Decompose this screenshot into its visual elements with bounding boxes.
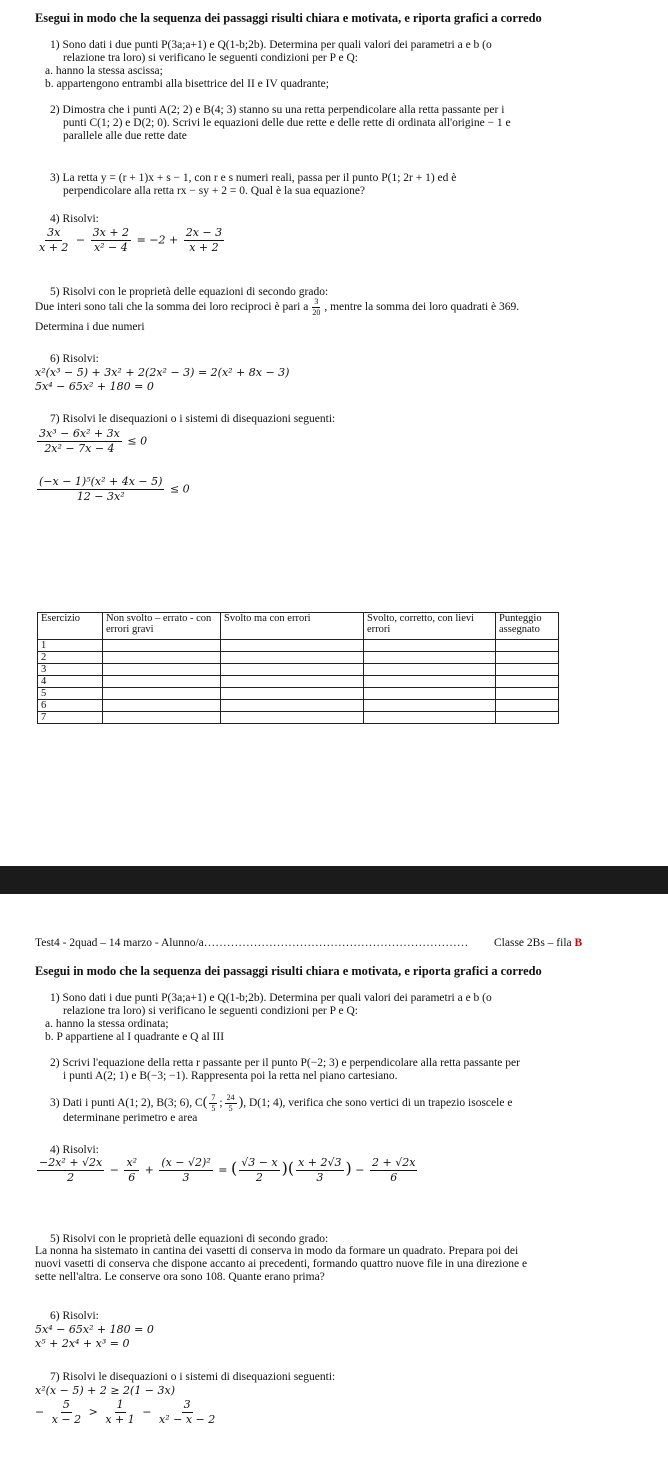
class-label <box>494 937 582 950</box>
p2-ex7-title: 7) Risolvi le disequazioni o i sistemi di disequazioni seguenti: <box>50 1371 336 1383</box>
p2-ex4-title: 4) Risolvi: <box>50 1144 99 1156</box>
score-cell <box>221 640 364 652</box>
score-cell <box>221 688 364 700</box>
operator: − <box>75 233 86 247</box>
operator: = <box>218 1163 228 1177</box>
table-row <box>38 700 559 712</box>
class-text: Classe 2Bs – fila <box>494 937 572 949</box>
text: Due interi sono tali che la somma dei loro reciproci è pari a <box>35 301 309 314</box>
fraction <box>124 1157 139 1184</box>
numerator: 2 + √2x <box>372 1156 416 1169</box>
fraction <box>37 428 122 455</box>
score-cell <box>103 712 221 724</box>
score-cell <box>364 712 496 724</box>
column-header: Svolto ma con errori <box>221 613 364 640</box>
score-table-body <box>38 640 559 724</box>
denominator: 5 <box>228 1104 233 1113</box>
p2-ex5-line2: nuovi vasetti di conserva che dispone accanto ai precedenti, formando quattro nuove file in una direzione e <box>35 1258 528 1270</box>
p1-ex7-inequality-1 <box>35 428 147 455</box>
exercise-number: 4 <box>38 676 103 688</box>
p1-ex7-title: 7) Risolvi le disequazioni o i sistemi di disequazioni seguenti: <box>50 413 336 425</box>
p2-ex3-line1: 3) Dati i punti A(1; 2), B(3; 6), C( $\frac{7}{5}$ ; $\frac{24}{5}$ ), D(1; 4), verifica che sono vertici di un trapezio isoscele e <box>50 1093 513 1113</box>
score-cell <box>496 688 559 700</box>
p2-ex7-inequality-2 <box>35 1399 219 1426</box>
p1-ex6-eq2: 5x⁴ − 65x² + 180 = 0 <box>35 380 154 393</box>
exercise-number: 3 <box>38 664 103 676</box>
table-row <box>38 652 559 664</box>
exercise-number: 1 <box>38 640 103 652</box>
denominator: 6 <box>128 1171 136 1184</box>
score-cell <box>364 700 496 712</box>
score-cell <box>221 664 364 676</box>
page1-instructions: Esegui in modo che la sequenza dei passaggi risulti chiara e motivata, e riporta grafici a corredo <box>35 11 542 25</box>
p2-ex1-line2: relazione tra loro) si verificano le seguenti condizioni per P e Q: <box>63 1005 358 1017</box>
table-row <box>38 688 559 700</box>
denominator: x − 2 <box>51 1413 82 1426</box>
denominator: 3 <box>316 1171 324 1184</box>
score-cell <box>103 640 221 652</box>
fraction <box>50 1399 83 1426</box>
score-cell <box>496 712 559 724</box>
numerator: (−x − 1)⁵(x² + 4x − 5) <box>39 475 163 488</box>
fila-badge: B <box>574 937 583 949</box>
denominator: 12 − 3x² <box>76 490 125 503</box>
score-cell <box>496 676 559 688</box>
score-cell <box>496 640 559 652</box>
score-cell <box>103 676 221 688</box>
p1-ex2-line3: parallele alle due rette date <box>63 130 187 142</box>
denominator: 20 <box>312 308 321 317</box>
score-cell <box>103 700 221 712</box>
numerator: x + 2√3 <box>298 1156 342 1169</box>
denominator: 2x² − 7x − 4 <box>44 442 115 455</box>
numerator: (x − √2)² <box>161 1156 211 1169</box>
operator: − <box>35 1405 45 1419</box>
denominator: x² − x − 2 <box>159 1413 216 1426</box>
p2-ex5-line1: La nonna ha sistemato in cantina dei vasetti di conserva in modo da formare un quadrato. Prepara poi dei <box>35 1245 519 1257</box>
p1-ex2-line2: punti C(1; 2) e D(2; 0). Scrivi le equazioni delle due rette e delle rette di ordinata all'origine − 1 e <box>63 117 511 129</box>
numerator: 5 <box>62 1398 70 1411</box>
fraction <box>209 1094 217 1113</box>
p1-ex6-eq1: x²(x³ − 5) + 3x² + 2(2x² − 3) = 2(x² + 8x − 3) <box>35 366 290 379</box>
p1-ex3-line2: perpendicolare alla retta rx − sy + 2 = 0. Qual è la sua equazione? <box>63 185 366 197</box>
denominator: x + 1 <box>105 1413 135 1426</box>
numerator: x² <box>126 1156 138 1169</box>
denominator: 3 <box>182 1171 190 1184</box>
exercise-number: 6 <box>38 700 103 712</box>
score-cell <box>364 652 496 664</box>
score-cell <box>221 652 364 664</box>
denominator: x² − 4 <box>93 241 128 254</box>
column-header: Punteggio assegnato <box>496 613 559 640</box>
p1-ex1-b: b. appartengono entrambi alla bisettrice del II e IV quadrante; <box>45 78 329 90</box>
text: 3) Dati i punti A(1; 2), B(3; 6), C <box>50 1097 203 1110</box>
score-cell <box>364 664 496 676</box>
exercise-number: 5 <box>38 688 103 700</box>
exercise-number: 7 <box>38 712 103 724</box>
p2-ex6-eq2: x⁵ + 2x⁴ + x³ = 0 <box>35 1337 130 1350</box>
fraction <box>239 1157 279 1184</box>
operator: − <box>355 1163 365 1177</box>
operator: − <box>142 1405 152 1419</box>
fraction <box>91 227 131 254</box>
p1-ex5-line1 <box>35 298 519 317</box>
score-cell <box>103 664 221 676</box>
p2-ex6-title: 6) Risolvi: <box>50 1310 99 1322</box>
p1-ex1-line1: 1) Sono dati i due punti P(3a;a+1) e Q(1-b;2b). Determina per quali valori dei parametri a e b (o <box>50 39 492 51</box>
score-cell <box>364 676 496 688</box>
p1-ex7-inequality-2 <box>35 476 190 503</box>
p2-ex2-line1: 2) Scrivi l'equazione della retta r passante per il punto P(−2; 3) e perpendicolare alla retta passante per <box>50 1057 520 1069</box>
numerator: 2x − 3 <box>185 226 223 239</box>
fraction <box>370 1157 417 1184</box>
table-row <box>38 712 559 724</box>
operator: = −2 + <box>136 233 179 247</box>
denominator: x + 2 <box>39 241 69 254</box>
numerator: 3x <box>47 226 61 239</box>
numerator: 3x + 2 <box>92 226 130 239</box>
numerator: 1 <box>116 1398 124 1411</box>
p2-ex7-inequality-1: x²(x − 5) + 2 ≥ 2(1 − 3x) <box>35 1384 176 1397</box>
score-cell <box>221 712 364 724</box>
page-separator <box>0 866 668 894</box>
p2-ex3-line2: determinane perimetro e area <box>63 1112 198 1124</box>
numerator: 3 <box>183 1398 191 1411</box>
p2-ex4-equation: $\frac{\text{−2x² + √2x}}{2}$ − $\frac{\text{x²}}{6}$ + $\frac{\text{(x − √2)²}}{3}$ = ( $\frac{√3 - x}{2}$ )( $\frac{x + 2√3}{3}$ ) − $\frac{2 + √2x}{6}$ <box>39 1156 416 1184</box>
fraction <box>37 476 164 503</box>
table-row <box>38 640 559 652</box>
fraction <box>310 298 322 317</box>
p1-ex5-line2: Determina i due numeri <box>35 321 145 333</box>
p1-ex2-line1: 2) Dimostra che i punti A(2; 2) e B(4; 3) stanno su una retta perpendicolare alla retta passante per i <box>50 104 505 116</box>
fraction <box>37 1157 104 1184</box>
denominator: 6 <box>390 1171 398 1184</box>
fraction <box>37 227 70 254</box>
score-table <box>37 612 559 724</box>
p1-ex3-line1: 3) La retta y = (r + 1)x + s − 1, con r e s numeri reali, passa per il punto P(1; 2r + 1) ed è <box>50 172 457 184</box>
denominator: 2 <box>255 1171 263 1184</box>
fraction <box>157 1399 217 1426</box>
score-cell <box>496 664 559 676</box>
score-cell <box>496 700 559 712</box>
numerator: 24 <box>226 1093 235 1102</box>
denominator: x + 2 <box>189 241 219 254</box>
score-cell <box>221 676 364 688</box>
score-cell <box>364 688 496 700</box>
p2-ex2-line2: i punti A(2; 1) e B(−3; −1). Rappresenta poi la retta nel piano cartesiano. <box>63 1070 398 1082</box>
fraction <box>103 1399 136 1426</box>
p2-ex1-b: b. P appartiene al I quadrante e Q al III <box>45 1031 225 1043</box>
p1-ex1-a: a. hanno la stessa ascissa; <box>45 65 163 77</box>
operator: − <box>109 1163 119 1177</box>
fraction <box>296 1157 343 1184</box>
relation: ≤ 0 <box>169 482 190 496</box>
page2-instructions: Esegui in modo che la sequenza dei passaggi risulti chiara e motivata, e riporta grafici a corredo <box>35 964 542 978</box>
fraction <box>225 1094 237 1113</box>
exercise-number: 2 <box>38 652 103 664</box>
p1-ex5-title: 5) Risolvi con le proprietà delle equazioni di secondo grado: <box>50 286 329 298</box>
table-row <box>38 676 559 688</box>
p2-ex5-title: 5) Risolvi con le proprietà delle equazioni di secondo grado: <box>50 1233 329 1245</box>
score-table-header <box>38 613 559 640</box>
p1-ex6-title: 6) Risolvi: <box>50 353 99 365</box>
numerator: −2x² + √2x <box>39 1156 103 1169</box>
table-row <box>38 664 559 676</box>
p1-ex4-title: 4) Risolvi: <box>50 213 99 225</box>
denominator: 2 <box>67 1171 75 1184</box>
p2-ex1-line1: 1) Sono dati i due punti P(3a;a+1) e Q(1-b;2b). Determina per quali valori dei parametri a e b (o <box>50 992 492 1004</box>
test-title: Test4 - 2quad – 14 marzo - Alunno/a…………………………………………………………… <box>35 937 469 949</box>
p2-ex1-a: a. hanno la stessa ordinata; <box>45 1018 169 1030</box>
numerator: √3 − x <box>241 1156 278 1169</box>
numerator: 3 <box>314 297 319 306</box>
numerator: 3x³ − 6x² + 3x <box>39 427 120 440</box>
column-header: Non svolto – errato - con errori gravi <box>103 613 221 640</box>
column-header: Svolto, corretto, con lievi errori <box>364 613 496 640</box>
operator: + <box>144 1163 154 1177</box>
p2-ex6-eq1: 5x⁴ − 65x² + 180 = 0 <box>35 1323 154 1336</box>
operator: > <box>88 1405 98 1419</box>
score-cell <box>496 652 559 664</box>
fraction <box>159 1157 212 1184</box>
score-cell <box>221 700 364 712</box>
column-header: Esercizio <box>38 613 103 640</box>
score-cell <box>364 640 496 652</box>
p1-ex4-equation <box>35 227 226 254</box>
denominator: 5 <box>211 1104 216 1113</box>
numerator: 7 <box>211 1093 216 1102</box>
p2-ex5-line3: sette nell'altra. Le conserve ora sono 108. Quante erano prima? <box>35 1271 325 1283</box>
text: , D(1; 4), verifica che sono vertici di un trapezio isoscele e <box>243 1097 513 1110</box>
text: , mentre la somma dei loro quadrati è 369. <box>324 301 520 314</box>
p1-ex1-line2: relazione tra loro) si verificano le seguenti condizioni per P e Q: <box>63 52 358 64</box>
worksheet-page-2 <box>0 894 668 1474</box>
score-cell <box>103 688 221 700</box>
score-cell <box>103 652 221 664</box>
fraction <box>184 227 224 254</box>
relation: ≤ 0 <box>127 434 148 448</box>
